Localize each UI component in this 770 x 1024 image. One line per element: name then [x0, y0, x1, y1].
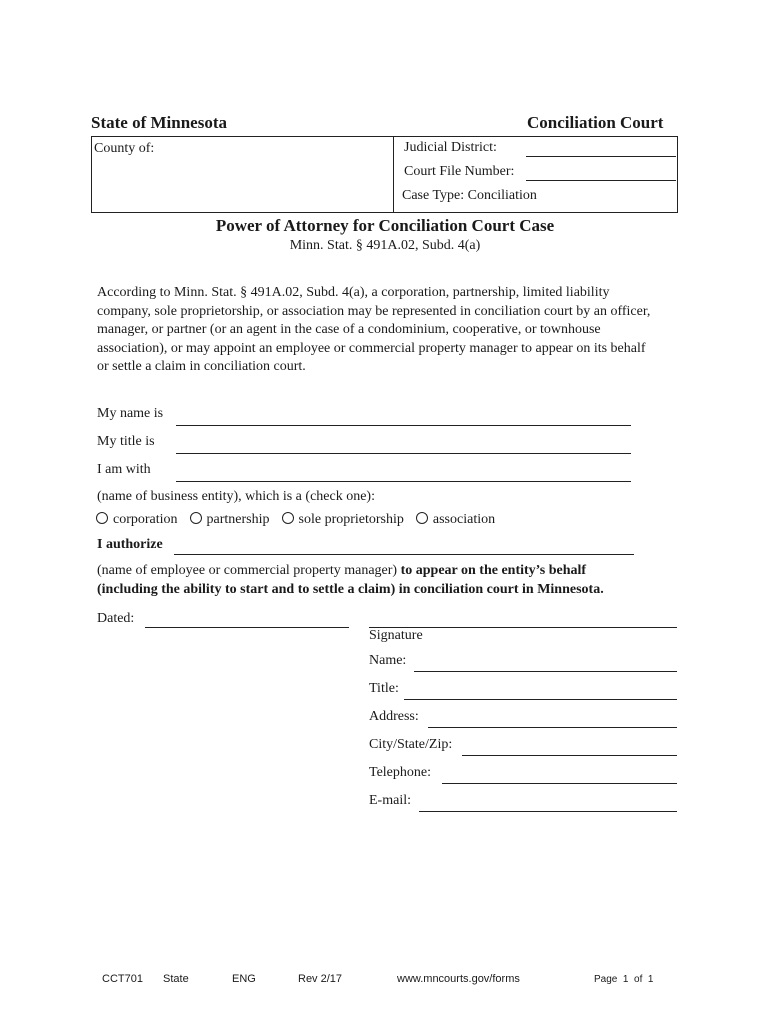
telephone-field[interactable]: [442, 783, 677, 784]
name-field[interactable]: [414, 671, 677, 672]
option-partnership[interactable]: partnership: [190, 512, 270, 528]
option-sole-proprietorship[interactable]: sole proprietorship: [282, 512, 404, 528]
telephone-label: Telephone:: [369, 765, 431, 780]
city-state-zip-field[interactable]: [462, 755, 677, 756]
county-label: County of:: [94, 141, 155, 156]
city-state-zip-label: City/State/Zip:: [369, 737, 453, 752]
business-entity-field[interactable]: [176, 481, 631, 482]
my-name-label: My name is: [97, 406, 164, 421]
signature-label: Signature: [369, 628, 423, 643]
email-field[interactable]: [419, 811, 677, 812]
authorize-label: I authorize: [97, 537, 163, 552]
judicial-district-label: Judicial District:: [404, 140, 497, 155]
footer-page-number: Page 1 of 1: [594, 974, 654, 985]
entity-note: (name of business entity), which is a (check one):: [97, 489, 375, 504]
address-label: Address:: [369, 709, 419, 724]
footer-scope: State: [163, 973, 189, 985]
option-association[interactable]: association: [416, 512, 495, 528]
date-field[interactable]: [145, 627, 349, 628]
radio-icon[interactable]: [190, 512, 202, 524]
i-am-with-label: I am with: [97, 462, 151, 477]
statute-citation: Minn. Stat. § 491A.02, Subd. 4(a): [289, 238, 481, 253]
title-label: Title:: [369, 681, 399, 696]
case-info-box: [91, 136, 678, 213]
court-file-number-label: Court File Number:: [404, 164, 515, 179]
intro-paragraph: According to Minn. Stat. § 491A.02, Subd. 4(a), a corporation, partnership, limited liability company, sole proprietorship, or association may be represented in conciliation court by an officer, manager, or partner (or an agent in the case of a condominium, cooperative, or townhouse association), or may appoint an employee or commercial property manager to appear on its behalf or settle a claim in conciliation court.: [97, 285, 651, 374]
radio-icon[interactable]: [282, 512, 294, 524]
judicial-district-field[interactable]: [526, 156, 676, 157]
footer-revision: Rev 2/17: [298, 973, 343, 985]
title-field[interactable]: [404, 699, 677, 700]
court-heading: Conciliation Court: [527, 113, 664, 132]
form-title: Power of Attorney for Conciliation Court Case: [215, 216, 555, 235]
case-type-text: Case Type: Conciliation: [402, 188, 537, 203]
name-label: Name:: [369, 653, 407, 668]
footer-language: ENG: [232, 973, 256, 985]
my-name-field[interactable]: [176, 425, 631, 426]
my-title-label: My title is: [97, 434, 155, 449]
radio-icon[interactable]: [416, 512, 428, 524]
address-field[interactable]: [428, 727, 677, 728]
dated-label: Dated:: [97, 611, 135, 626]
footer-form-code: CCT701: [102, 973, 143, 985]
email-label: E-mail:: [369, 793, 411, 808]
authorize-note: (name of employee or commercial property manager) to appear on the entity’s behalf (including the ability to start and to settle a claim) in conciliation court in Minnesota.: [97, 563, 604, 597]
option-corporation[interactable]: corporation: [96, 512, 178, 528]
my-title-field[interactable]: [176, 453, 631, 454]
radio-icon[interactable]: [96, 512, 108, 524]
state-heading: State of Minnesota: [91, 113, 227, 132]
box-divider: [393, 137, 394, 212]
entity-type-options: [96, 512, 507, 528]
authorized-person-field[interactable]: [174, 554, 634, 555]
court-file-number-field[interactable]: [526, 180, 676, 181]
footer-url[interactable]: www.mncourts.gov/forms: [397, 973, 520, 985]
